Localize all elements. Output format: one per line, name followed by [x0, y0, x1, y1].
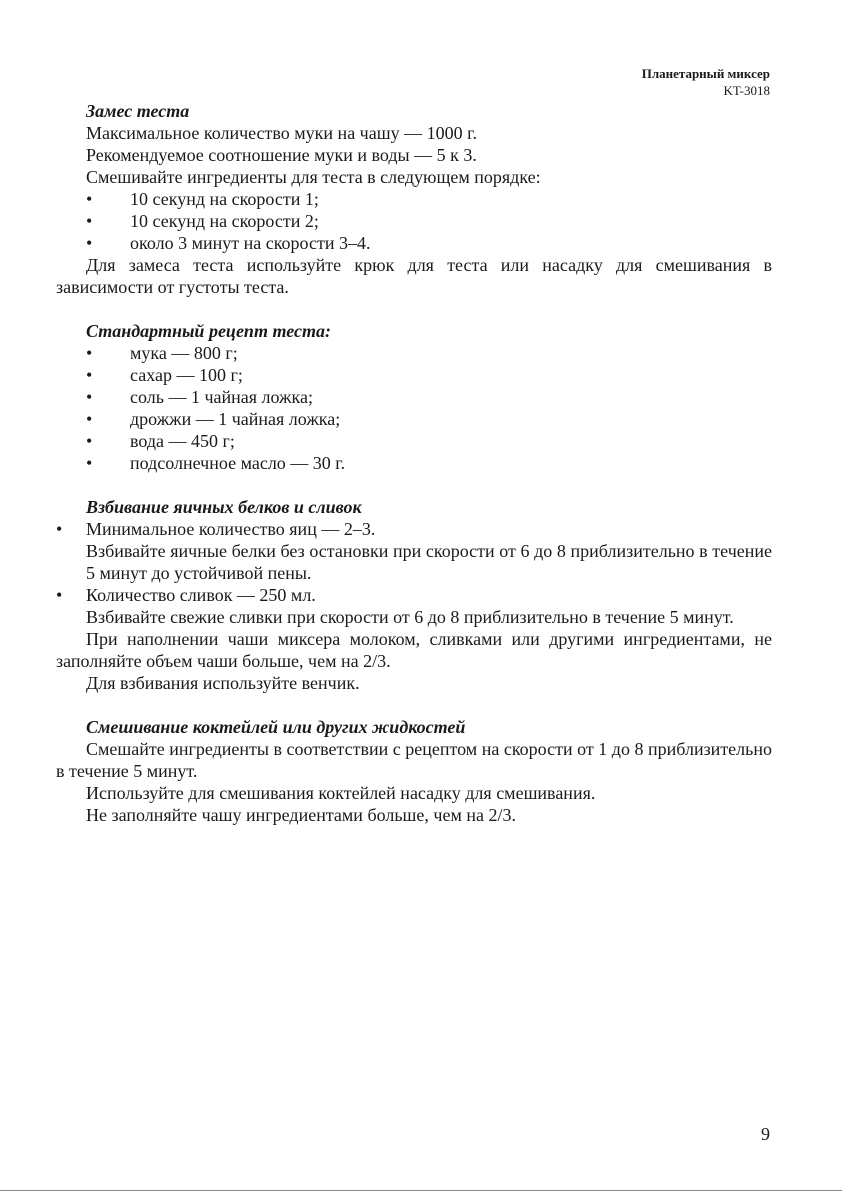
bullet-icon: • — [86, 233, 93, 253]
list-item: • соль — 1 чайная ложка; — [86, 387, 313, 407]
paragraph: Смешивайте ингредиенты для теста в следующем порядке: — [86, 167, 541, 187]
paragraph: Не заполняйте чашу ингредиентами больше, чем на 2/3. — [86, 805, 516, 825]
paragraph: При наполнении чаши миксера молоком, сливками или другими ингредиентами, не заполняйте объем чаши больше, чем на 2/3. — [56, 629, 772, 671]
bullet-icon: • — [86, 211, 93, 231]
section-title-recipe: Стандартный рецепт теста: — [86, 321, 331, 341]
list-item: • 10 секунд на скорости 2; — [86, 211, 319, 231]
paragraph: Для замеса теста используйте крюк для теста или насадку для смешивания в зависимости от густоты теста. — [56, 255, 772, 297]
bullet-icon: • — [86, 387, 93, 407]
list-item: • 10 секунд на скорости 1; — [86, 189, 319, 209]
list-item: • дрожжи — 1 чайная ложка; — [86, 409, 341, 429]
bullet-icon: • — [86, 365, 93, 385]
header-product: Планетарный миксер — [641, 66, 770, 81]
running-header — [642, 65, 770, 99]
list-item: • Минимальное количество яиц — 2–3. — [56, 519, 376, 539]
bullet-icon: • — [86, 409, 93, 429]
list-item: • вода — 450 г; — [86, 431, 235, 451]
page-body — [56, 100, 772, 826]
page-edge-line — [0, 1190, 842, 1191]
bullet-icon: • — [86, 343, 93, 363]
list-item: • мука — 800 г; — [86, 343, 238, 363]
paragraph: Взбивайте яичные белки без остановки при скорости от 6 до 8 приблизительно в течение 5 минут до устойчивой пены. — [86, 541, 772, 583]
bullet-icon: • — [56, 585, 63, 605]
paragraph: Для взбивания используйте венчик. — [86, 673, 360, 693]
bullet-icon: • — [56, 519, 63, 539]
header-model: KT-3018 — [723, 83, 770, 98]
section-title-dough: Замес теста — [86, 101, 190, 121]
paragraph: Используйте для смешивания коктейлей насадку для смешивания. — [86, 783, 596, 803]
bullet-icon: • — [86, 431, 93, 451]
page-number: 9 — [761, 1124, 770, 1144]
paragraph: Рекомендуемое соотношение муки и воды — 5 к 3. — [86, 145, 477, 165]
section-title-whipping: Взбивание яичных белков и сливок — [86, 497, 362, 517]
list-item: • Количество сливок — 250 мл. — [56, 585, 316, 605]
list-item: • около 3 минут на скорости 3–4. — [86, 233, 371, 253]
bullet-icon: • — [86, 453, 93, 473]
paragraph: Смешайте ингредиенты в соответствии с рецептом на скорости от 1 до 8 приблизительно в течение 5 минут. — [56, 739, 772, 781]
paragraph: Взбивайте свежие сливки при скорости от 6 до 8 приблизительно в течение 5 минут. — [86, 607, 734, 627]
section-title-cocktails: Смешивание коктейлей или других жидкостей — [86, 717, 466, 737]
bullet-icon: • — [86, 189, 93, 209]
list-item: • сахар — 100 г; — [86, 365, 243, 385]
paragraph: Максимальное количество муки на чашу — 1000 г. — [86, 123, 477, 143]
list-item: • подсолнечное масло — 30 г. — [86, 453, 346, 473]
